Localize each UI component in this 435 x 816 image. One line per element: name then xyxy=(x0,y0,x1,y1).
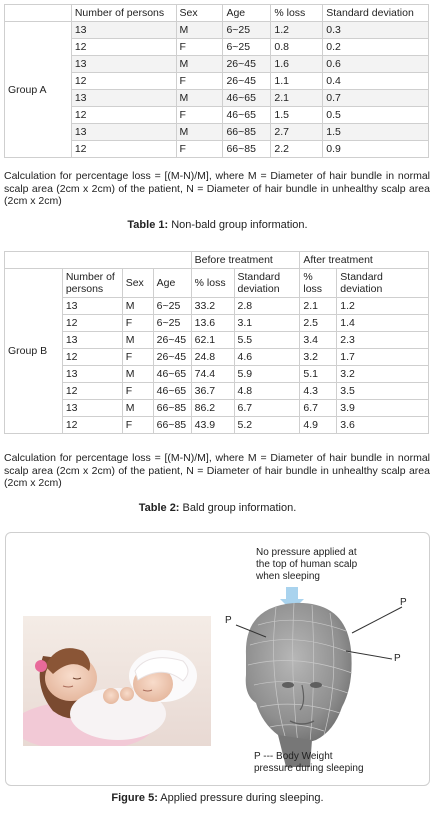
table-cell: 26~45 xyxy=(223,73,271,90)
table-cell: 0.3 xyxy=(323,22,429,39)
table2-header-cell: Sex xyxy=(122,269,153,298)
pressure-label-right: P xyxy=(394,653,401,664)
table-bald-group xyxy=(4,251,429,434)
body-weight-note-line: pressure during sleeping xyxy=(254,763,364,774)
table-cell: 5.9 xyxy=(234,366,300,383)
table-cell: 74.4 xyxy=(191,366,234,383)
table2-header-cell: Age xyxy=(153,269,191,298)
table-cell: 1.6 xyxy=(271,56,323,73)
table2-header-row xyxy=(5,269,429,298)
table-cell: 12 xyxy=(62,417,122,434)
table-row xyxy=(5,22,429,39)
table2-caption xyxy=(0,502,435,514)
figure5-caption-text: Applied pressure during sleeping. xyxy=(157,792,324,804)
table-cell: 66~85 xyxy=(153,417,191,434)
table-cell: 5.1 xyxy=(300,366,337,383)
table-cell: 1.5 xyxy=(323,124,429,141)
table-cell: 6~25 xyxy=(153,298,191,315)
table1-header-cell: % loss xyxy=(271,5,323,22)
table-cell: 12 xyxy=(62,349,122,366)
body-weight-note xyxy=(254,751,364,775)
table-cell: 6.7 xyxy=(300,400,337,417)
table2-group-label: Group B xyxy=(5,269,63,434)
table-cell: 13 xyxy=(62,298,122,315)
table-cell: 0.5 xyxy=(323,107,429,124)
table2-footnote: Calculation for percentage loss = [(M-N)/M], where M = Diameter of hair bundle in normal scalp area (2cm x 2cm) of the patient, N = Diameter of hair bundle in unhealthy scalp area (2cm x 2cm) xyxy=(4,452,430,490)
table-cell: 13 xyxy=(71,56,176,73)
table-cell: 5.2 xyxy=(234,417,300,434)
table-cell: 5.5 xyxy=(234,332,300,349)
table1-header-cell: Standard deviation xyxy=(323,5,429,22)
table-cell: 12 xyxy=(71,107,176,124)
table-cell: 26~45 xyxy=(223,56,271,73)
table2-after-treatment-header: After treatment xyxy=(300,252,429,269)
table-cell: 4.8 xyxy=(234,383,300,400)
table-cell: 2.5 xyxy=(300,315,337,332)
table-cell: 33.2 xyxy=(191,298,234,315)
table-cell: 46~65 xyxy=(153,366,191,383)
table-non-bald-group xyxy=(4,4,429,158)
table-row xyxy=(5,383,429,400)
table-cell: 12 xyxy=(71,39,176,56)
table-cell: 12 xyxy=(71,73,176,90)
table-cell: 6~25 xyxy=(223,39,271,56)
table-cell: 1.5 xyxy=(271,107,323,124)
table-cell: 0.6 xyxy=(323,56,429,73)
table-cell: F xyxy=(176,107,223,124)
table-cell: 2.2 xyxy=(271,141,323,158)
figure5-caption xyxy=(0,792,435,804)
body-weight-note-line: P --- Body Weight xyxy=(254,751,333,762)
table-cell: F xyxy=(122,349,153,366)
table-cell: 3.9 xyxy=(337,400,429,417)
table-cell: 2.7 xyxy=(271,124,323,141)
table-cell: 6~25 xyxy=(153,315,191,332)
table-cell: 2.1 xyxy=(271,90,323,107)
table2-before-treatment-header: Before treatment xyxy=(191,252,300,269)
table-cell: 13 xyxy=(71,22,176,39)
table-cell: M xyxy=(176,90,223,107)
table-cell: 0.2 xyxy=(323,39,429,56)
table2-header-cell: % loss xyxy=(300,269,337,298)
table-cell: 0.9 xyxy=(323,141,429,158)
table-cell: 13 xyxy=(71,90,176,107)
table2-super-header-row xyxy=(5,252,429,269)
table1-caption xyxy=(0,219,435,231)
table-cell: F xyxy=(176,141,223,158)
no-pressure-note-line: when sleeping xyxy=(256,571,320,582)
table-cell: 2.1 xyxy=(300,298,337,315)
table-cell: M xyxy=(176,56,223,73)
table2-header-cell: Number of persons xyxy=(62,269,122,298)
table-cell: 46~65 xyxy=(153,383,191,400)
table-cell: F xyxy=(122,383,153,400)
table-row xyxy=(5,349,429,366)
table-cell: 36.7 xyxy=(191,383,234,400)
table-cell: 66~85 xyxy=(223,141,271,158)
table-cell: 0.8 xyxy=(271,39,323,56)
table1-header-cell: Sex xyxy=(176,5,223,22)
table-row xyxy=(5,417,429,434)
table-cell: 12 xyxy=(62,383,122,400)
table1-header-cell: Age xyxy=(223,5,271,22)
table-cell: M xyxy=(122,366,153,383)
table-cell: 3.2 xyxy=(300,349,337,366)
table1-group-label: Group A xyxy=(5,22,72,158)
table-cell: 0.4 xyxy=(323,73,429,90)
table1-header-row xyxy=(5,5,429,22)
table-cell: 13 xyxy=(71,124,176,141)
table2-header-cell: % loss xyxy=(191,269,234,298)
table2-header-cell: Standard deviation xyxy=(234,269,300,298)
table-cell: 1.2 xyxy=(337,298,429,315)
table-row xyxy=(5,332,429,349)
table-cell: M xyxy=(176,22,223,39)
table-cell: 3.1 xyxy=(234,315,300,332)
no-pressure-note xyxy=(256,547,357,583)
table1-caption-text: Non-bald group information. xyxy=(168,219,308,231)
table-cell: F xyxy=(176,73,223,90)
pressure-label-left: P xyxy=(225,615,232,626)
table-row xyxy=(5,400,429,417)
table-cell: 12 xyxy=(62,315,122,332)
table-cell: 86.2 xyxy=(191,400,234,417)
table-cell: 26~45 xyxy=(153,349,191,366)
table-cell: 0.7 xyxy=(323,90,429,107)
table-cell: 66~85 xyxy=(223,124,271,141)
table-cell: 1.4 xyxy=(337,315,429,332)
table-cell: M xyxy=(122,332,153,349)
table-cell: 3.2 xyxy=(337,366,429,383)
table-cell: 6.7 xyxy=(234,400,300,417)
table-cell: M xyxy=(122,400,153,417)
table-cell: 43.9 xyxy=(191,417,234,434)
table-cell: 4.9 xyxy=(300,417,337,434)
table1-caption-label: Table 1: xyxy=(127,219,169,231)
table-cell: M xyxy=(122,298,153,315)
table-cell: 3.4 xyxy=(300,332,337,349)
table-cell: 1.2 xyxy=(271,22,323,39)
pressure-label-top-right: P xyxy=(400,597,407,608)
table-cell: 1.7 xyxy=(337,349,429,366)
table-cell: 3.5 xyxy=(337,383,429,400)
table1-footnote: Calculation for percentage loss = [(M-N)/M], where M = Diameter of hair bundle in normal scalp area (2cm x 2cm) of the patient, N = Diameter of hair bundle in unhealthy scalp area (2cm x 2cm) xyxy=(4,170,430,208)
table-row xyxy=(5,315,429,332)
table-cell: F xyxy=(122,315,153,332)
table-cell: 13 xyxy=(62,366,122,383)
no-pressure-note-line: No pressure applied at xyxy=(256,547,357,558)
table-cell: 4.6 xyxy=(234,349,300,366)
table-cell: 24.8 xyxy=(191,349,234,366)
table-cell: 4.3 xyxy=(300,383,337,400)
table-cell: F xyxy=(176,39,223,56)
table-cell: 66~85 xyxy=(153,400,191,417)
table-row xyxy=(5,298,429,315)
table-cell: 13 xyxy=(62,332,122,349)
figure5-caption-label: Figure 5: xyxy=(111,792,158,804)
table-cell: 12 xyxy=(71,141,176,158)
table-cell: F xyxy=(122,417,153,434)
sleeping-children-photo xyxy=(23,616,211,746)
table-cell: 2.3 xyxy=(337,332,429,349)
table2-caption-text: Bald group information. xyxy=(179,502,297,514)
table1-empty-corner xyxy=(5,5,72,22)
table-cell: 26~45 xyxy=(153,332,191,349)
table-cell: 46~65 xyxy=(223,90,271,107)
table1-header-cell: Number of persons xyxy=(71,5,176,22)
table-cell: 3.6 xyxy=(337,417,429,434)
table-cell: 62.1 xyxy=(191,332,234,349)
table-cell: 13.6 xyxy=(191,315,234,332)
table2-empty-corner xyxy=(5,252,192,269)
table-cell: 6~25 xyxy=(223,22,271,39)
table2-header-cell: Standard deviation xyxy=(337,269,429,298)
table-cell: 46~65 xyxy=(223,107,271,124)
table-cell: M xyxy=(176,124,223,141)
table2-caption-label: Table 2: xyxy=(138,502,180,514)
no-pressure-note-line: the top of human scalp xyxy=(256,559,358,570)
table-row xyxy=(5,366,429,383)
table-cell: 13 xyxy=(62,400,122,417)
table-cell: 2.8 xyxy=(234,298,300,315)
table-cell: 1.1 xyxy=(271,73,323,90)
figure-5-box xyxy=(5,532,430,786)
